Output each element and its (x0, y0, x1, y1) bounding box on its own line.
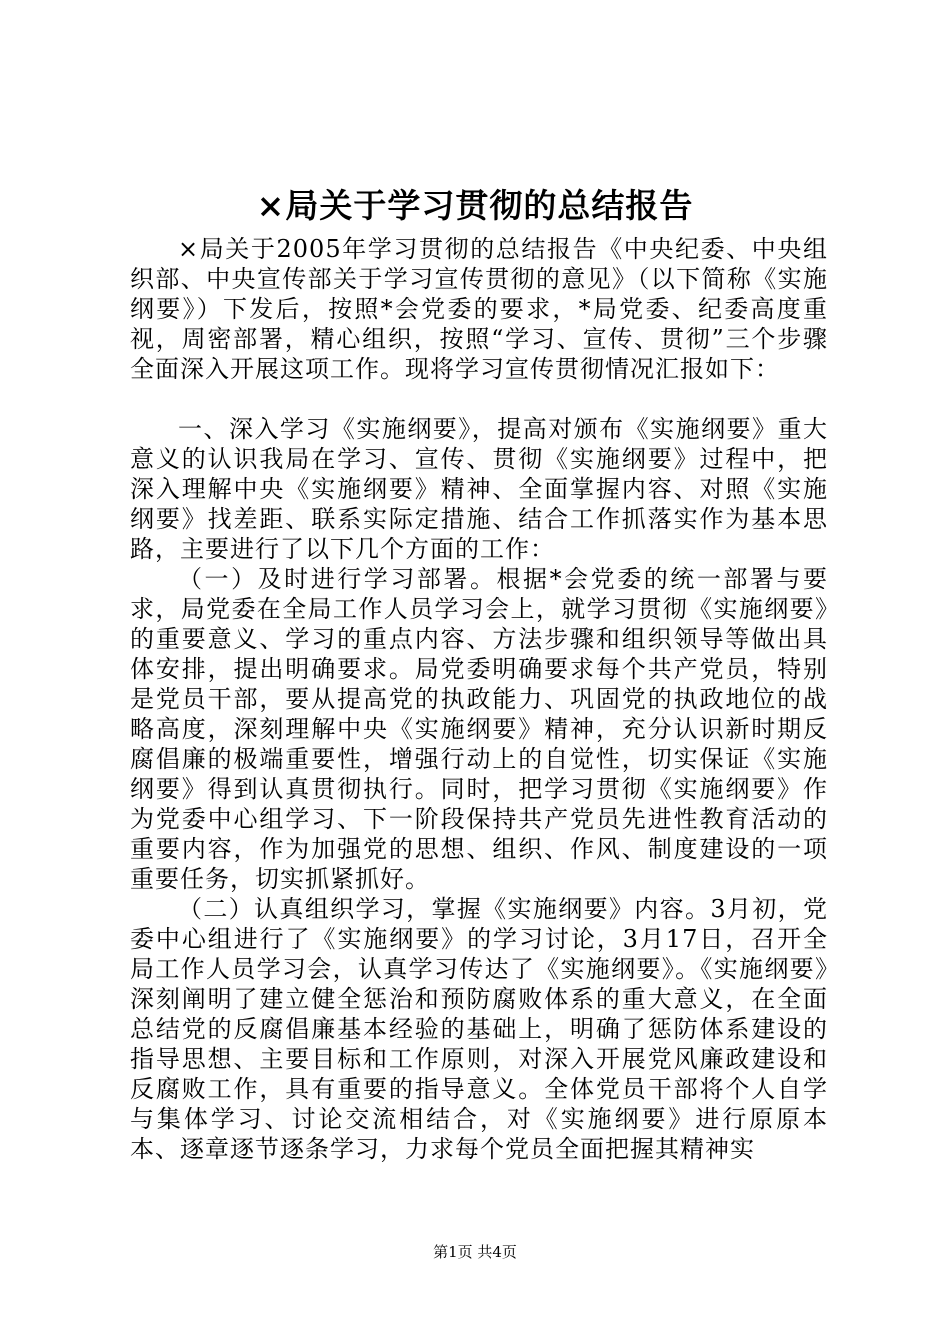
document-title: ×局关于学习贯彻的总结报告 (256, 186, 694, 225)
paragraph-item-one: （一）及时进行学习部署。根据*会党委的统一部署与要求，局党委在全局工作人员学习会上，就学习贯彻《实施纲要》的重要意义、学习的重点内容、方法步骤和组织领导等做出具体安排，提出明确要求。局党委明确要求每个共产党员，特别是党员干部，要从提高党的执政能力、巩固党的执政地位的战略高度，深刻理解中央《实施纲要》精神，充分认识新时期反腐倡廉的极端重要性，增强行动上的自觉性，切实保证《实施纲要》得到认真贯彻执行。同时，把学习贯彻《实施纲要》作为党委中心组学习、下一阶段保持共产党员先进性教育活动的重要内容，作为加强党的思想、组织、作风、制度建设的一项重要任务，切实抓紧抓好。 (130, 565, 828, 893)
page-footer: 第1页 共4页 (433, 1243, 517, 1261)
paragraph-item-two: （二）认真组织学习，掌握《实施纲要》内容。3月初，党委中心组进行了《实施纲要》的学习讨论，3月17日，召开全局工作人员学习会，认真学习传达了《实施纲要》。《实施纲要》深刻阐明了建立健全惩治和预防腐败体系的重大意义，在全面总结党的反腐倡廉基本经验的基础上，明确了惩防体系建设的指导思想、主要目标和工作原则，对深入开展党风廉政建设和反腐败工作，具有重要的指导意义。全体党员干部将个人自学与集体学习、讨论交流相结合，对《实施纲要》进行原原本本、逐章逐节逐条学习，力求每个党员全面把握其精神实 (130, 895, 828, 1163)
paragraph-intro: ×局关于2005年学习贯彻的总结报告《中央纪委、中央组织部、中央宣传部关于学习宣传贯彻的意见》（以下简称《实施纲要》）下发后，按照*会党委的要求，*局党委、纪委高度重视，周密部署，精心组织，按照“学习、宣传、贯彻”三个步骤全面深入开展这项工作。现将学习宣传贯彻情况汇报如下： (130, 235, 828, 383)
paragraph-section-one: 一、深入学习《实施纲要》，提高对颁布《实施纲要》重大意义的认识我局在学习、宣传、贯彻《实施纲要》过程中，把深入理解中央《实施纲要》精神、全面掌握内容、对照《实施纲要》找差距、联系实际定措施、结合工作抓落实作为基本思路，主要进行了以下几个方面的工作： (130, 415, 828, 563)
document-body (130, 234, 828, 1164)
